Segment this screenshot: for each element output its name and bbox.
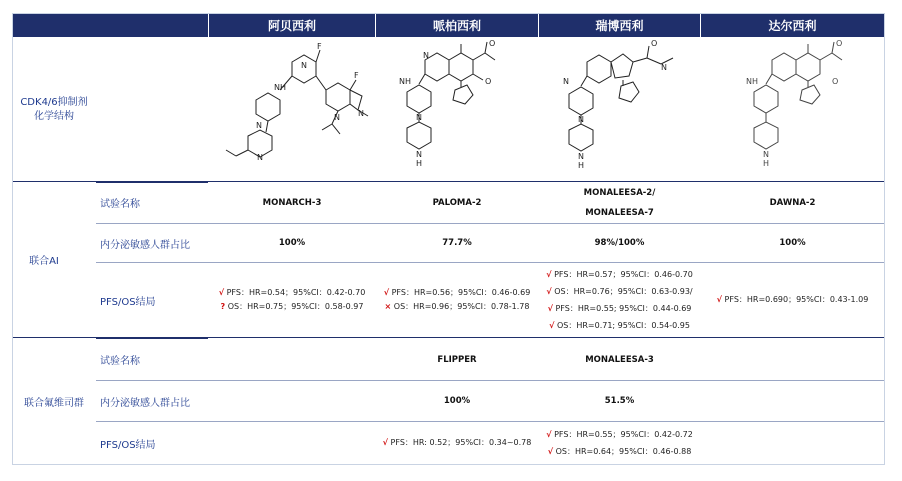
atom-label: N: [256, 121, 262, 130]
outcome-line: √ PFS：HR=0.55; 95%CI：0.44-0.69: [547, 304, 692, 313]
trial-name-palbociclib: PALOMA-2: [432, 197, 482, 208]
atom-label: N: [661, 63, 667, 72]
outcome-line: √ PFS：HR=0.56；95%CI：0.46-0.69: [383, 288, 531, 297]
atom-label: H: [416, 159, 423, 168]
abemaciclib-structure-image: [222, 40, 372, 180]
sensitive-ratio-label: 内分泌敏感人群占比: [100, 239, 190, 251]
atom-label: O: [832, 77, 839, 86]
atom-label: H: [405, 77, 412, 86]
outcome-line: √ PFS：HR=0.57；95%CI：0.46-0.70: [546, 270, 693, 279]
sensitive-ratio-ribociclib: 51.5%: [604, 396, 635, 406]
sensitive-ratio-label: 内分泌敏感人群占比: [100, 397, 190, 409]
outcome-line: × OS：HR=0.96；95%CI：0.78-1.78: [384, 302, 530, 311]
outcome-dalpiciclib: [701, 263, 884, 337]
trial-name-line: MONALEESA-2/: [583, 187, 656, 198]
trial-name-palbociclib: FLIPPER: [437, 354, 477, 365]
outcome-ribociclib: [539, 263, 700, 337]
atom-label: N: [358, 109, 364, 118]
outcome-palbociclib: [376, 263, 538, 337]
atom-label: N: [416, 113, 422, 122]
atom-label: O: [489, 40, 496, 48]
dalpiciclib-structure-image: [742, 40, 862, 180]
trial-name-ribociclib: [539, 183, 700, 222]
atom-label: N: [423, 51, 429, 60]
trial-name-dalpiciclib: DAWNA-2: [769, 197, 816, 208]
atom-label: F: [354, 71, 359, 80]
atom-label: N: [763, 150, 769, 159]
atom-label: H: [752, 77, 759, 86]
outcome-line: √ PFS：HR=0.55；95%CI：0.42-0.72: [546, 430, 693, 439]
outcome-line: √ OS：HR=0.71; 95%CI：0.54-0.95: [549, 321, 690, 330]
header-blank: [13, 14, 208, 37]
outcome-line: √ OS：HR=0.76；95%CI：0.63-0.93/: [546, 287, 693, 296]
atom-label: N: [416, 150, 422, 159]
trial-name-ribociclib: MONALEESA-3: [585, 354, 654, 365]
outcome-line: √ PFS：HR: 0.52；95%CI：0.34~0.78: [382, 438, 532, 447]
atom-label: O: [836, 40, 843, 48]
atom-label: N: [257, 153, 263, 162]
atom-label: O: [651, 40, 658, 48]
structure-row-label: CDK4/6抑制剂 化学结构: [20, 97, 88, 122]
sensitive-ratio-palbociclib: 100%: [443, 396, 471, 406]
outcome-label: PFS/OS结局: [100, 296, 156, 308]
group-label-ai: 联合AI: [29, 256, 59, 267]
sensitive-ratio-dalpiciclib: 100%: [779, 238, 806, 248]
atom-label: H: [763, 159, 770, 168]
trial-name-label: 试验名称: [100, 356, 140, 367]
atom-label: H: [578, 161, 585, 170]
atom-label: O: [485, 77, 492, 86]
group-label-fulvestrant: 联合氟维司群: [24, 398, 84, 409]
outcome-line: ? OS：HR=0.75；95%CI：0.58-0.97: [220, 302, 364, 311]
palbociclib-structure-image: [395, 40, 525, 180]
header-drug-ribociclib: 瑞博西利: [539, 14, 700, 37]
sensitive-ratio-ribociclib: 98%/100%: [594, 238, 645, 248]
atom-label: N: [578, 152, 584, 161]
outcome-line: √ OS：HR=0.64；95%CI：0.46-0.88: [547, 447, 692, 456]
trial-name-label: 试验名称: [100, 199, 140, 210]
outcome-label: PFS/OS结局: [100, 439, 156, 451]
trial-name-line: MONALEESA-7: [585, 207, 654, 218]
header-drug-abemaciclib: 阿贝西利: [209, 14, 375, 37]
atom-label: N: [563, 77, 569, 86]
outcome-abemaciclib: [209, 263, 375, 337]
header-drug-palbociclib: 哌柏西利: [376, 14, 538, 37]
atom-label: N: [274, 83, 280, 92]
ribociclib-structure-image: [557, 40, 687, 180]
outcome-palbociclib: [376, 422, 538, 464]
sensitive-ratio-palbociclib: 77.7%: [442, 238, 472, 248]
header-drug-dalpiciclib: 达尔西利: [701, 14, 884, 37]
atom-label: H: [280, 83, 287, 92]
atom-label: N: [578, 115, 584, 124]
outcome-ribociclib: [539, 422, 700, 464]
sensitive-ratio-abemaciclib: 100%: [278, 238, 306, 248]
atom-label: F: [317, 42, 322, 51]
atom-label: N: [301, 61, 307, 70]
trial-name-abemaciclib: MONARCH-3: [262, 197, 322, 208]
outcome-line: √ PFS：HR=0.690；95%CI：0.43-1.09: [716, 295, 869, 304]
outcome-line: √ PFS：HR=0.54；95%CI：0.42-0.70: [218, 288, 366, 297]
atom-label: N: [334, 113, 340, 122]
atom-label: N: [746, 77, 752, 86]
atom-label: N: [399, 77, 405, 86]
